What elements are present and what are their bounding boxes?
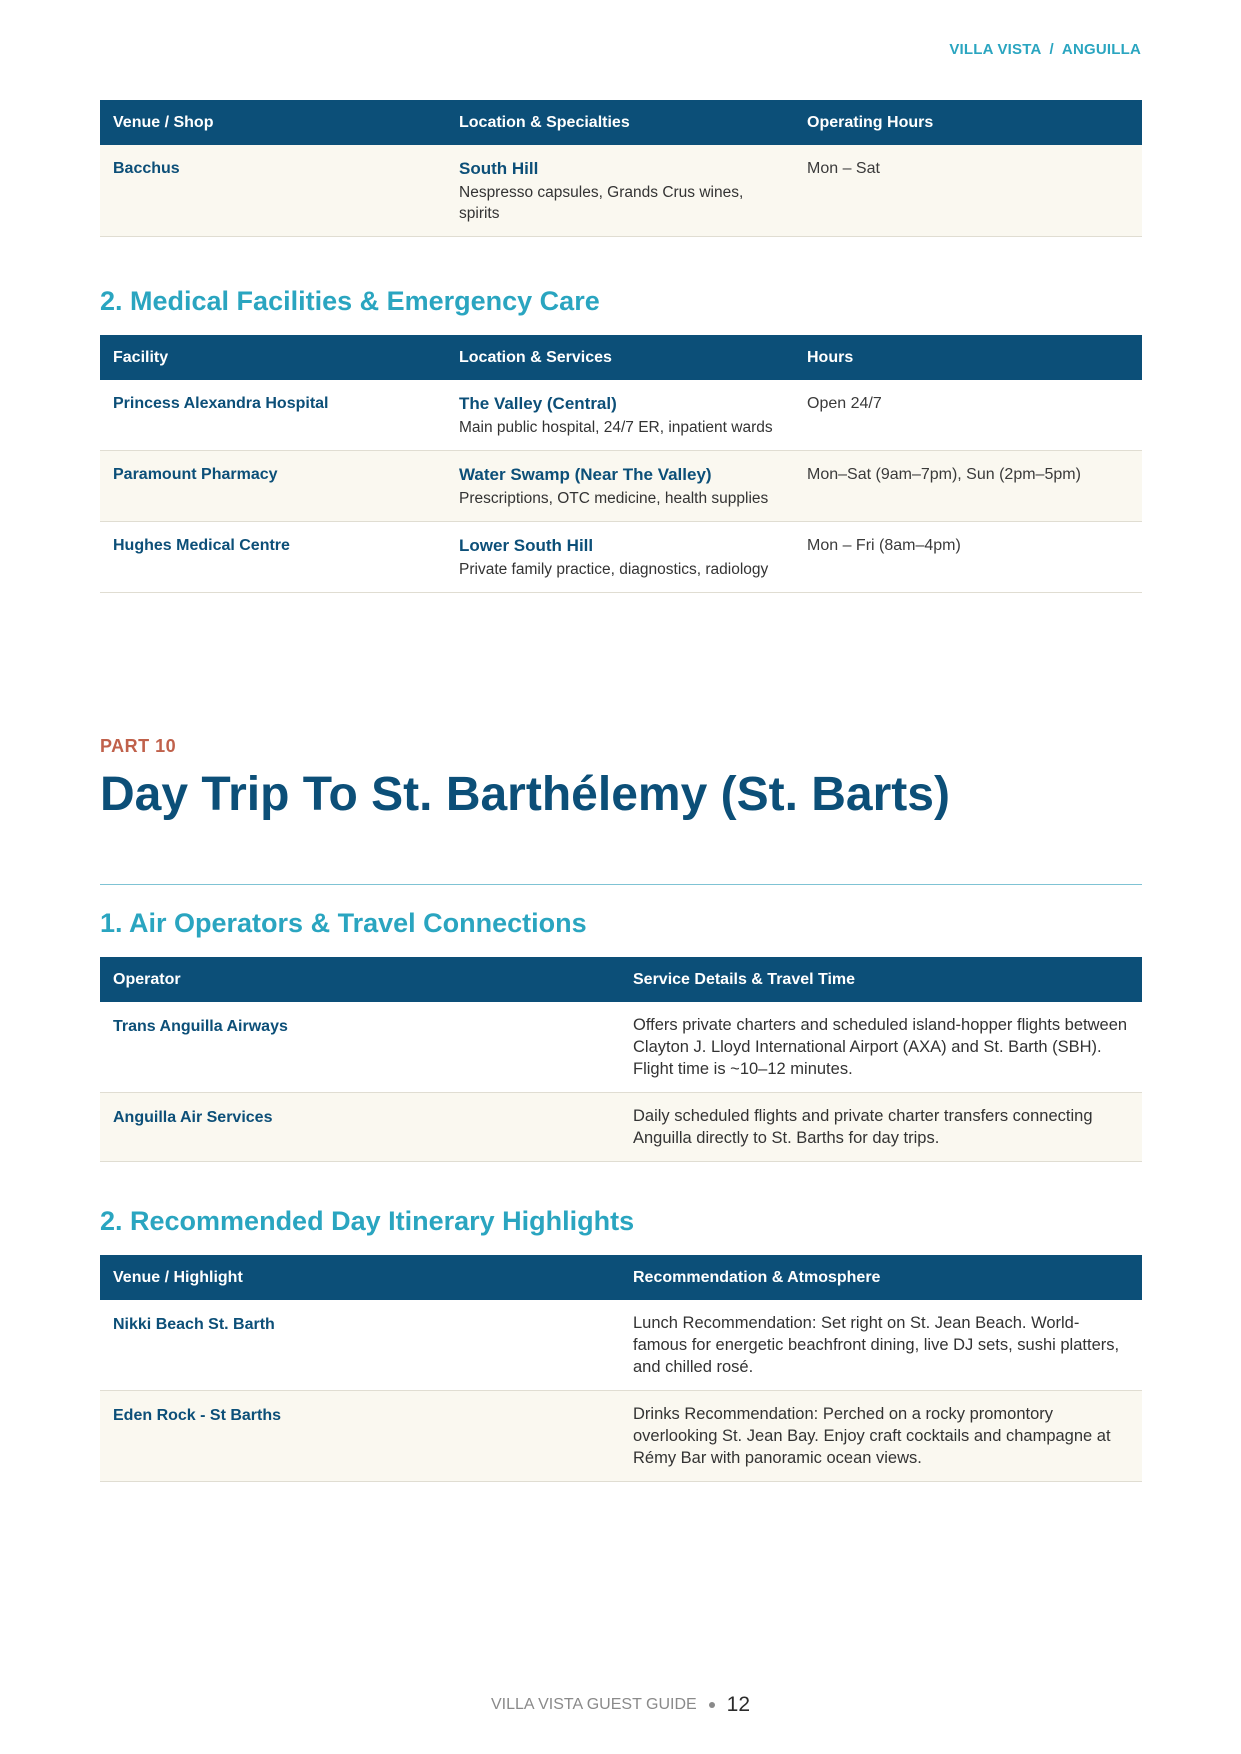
footer-bullet-icon: [709, 1702, 715, 1708]
part-label: PART 10: [100, 736, 177, 756]
location-details: Main public hospital, 24/7 ER, inpatient wards: [459, 419, 773, 436]
venue-name: Bacchus: [113, 160, 180, 177]
hours-value: Mon–Sat (9am–7pm), Sun (2pm–5pm): [807, 466, 1081, 483]
venue-name: Nikki Beach St. Barth: [113, 1316, 275, 1333]
air-operators-table: [100, 957, 1142, 1162]
medical-table: [100, 335, 1142, 593]
column-header: Service Details & Travel Time: [620, 957, 1142, 1002]
hours-value: Mon – Fri (8am–4pm): [807, 537, 961, 554]
location-details: Nespresso capsules, Grands Crus wines, spirits: [459, 184, 744, 222]
operator-name: Trans Anguilla Airways: [113, 1018, 288, 1035]
table-row: [100, 1391, 1142, 1482]
column-header: Hours: [794, 335, 1142, 380]
column-header: Venue / Highlight: [100, 1255, 620, 1300]
table-header-row: [100, 100, 1142, 145]
table-row: [100, 1300, 1142, 1391]
part-title: Day Trip To St. Barthélemy (St. Barts): [100, 768, 950, 821]
table-row: [100, 145, 1142, 237]
location-name: The Valley (Central): [459, 394, 617, 413]
service-details: Daily scheduled flights and private charter transfers connecting Anguilla directly to St. Barths for day trips.: [633, 1107, 1093, 1147]
recommendation-details: Lunch Recommendation: Set right on St. Jean Beach. World-famous for energetic beachfront dining, live DJ sets, sushi platters, and chilled rosé.: [633, 1314, 1120, 1376]
column-header: Venue / Shop: [100, 100, 446, 145]
table-header-row: [100, 957, 1142, 1002]
section-heading-itinerary: 2. Recommended Day Itinerary Highlights: [100, 1206, 635, 1236]
page-footer: [0, 1693, 1241, 1717]
page-number: 12: [726, 1693, 751, 1716]
location-name: South Hill: [459, 159, 539, 178]
location-details: Private family practice, diagnostics, radiology: [459, 561, 769, 578]
footer-label: VILLA VISTA GUEST GUIDE: [490, 1696, 697, 1713]
itinerary-table: [100, 1255, 1142, 1482]
location-details: Prescriptions, OTC medicine, health supplies: [459, 490, 769, 507]
venue-name: Eden Rock - St Barths: [113, 1407, 282, 1424]
section-heading-air: 1. Air Operators & Travel Connections: [100, 908, 587, 938]
table-header-row: [100, 335, 1142, 380]
hours-value: Mon – Sat: [807, 160, 880, 177]
running-header-separator: /: [1049, 41, 1054, 58]
table-row: [100, 1002, 1142, 1093]
service-details: Offers private charters and scheduled island-hopper flights between Clayton J. Lloyd International Airport (AXA) and St. Barth (SBH). Flight time is ~10–12 minutes.: [633, 1016, 1128, 1078]
table-header-row: [100, 1255, 1142, 1300]
operator-name: Anguilla Air Services: [113, 1109, 273, 1126]
recommendation-details: Drinks Recommendation: Perched on a rocky promontory overlooking St. Jean Bay. Enjoy craft cocktails and champagne at Rémy Bar with panoramic ocean views.: [633, 1405, 1111, 1467]
location-name: Water Swamp (Near The Valley): [459, 465, 712, 484]
table-row: [100, 451, 1142, 522]
table-row: [100, 522, 1142, 593]
column-header: Recommendation & Atmosphere: [620, 1255, 1142, 1300]
column-header: Location & Specialties: [446, 100, 794, 145]
facility-name: Princess Alexandra Hospital: [113, 395, 329, 412]
column-header: Operator: [100, 957, 620, 1002]
facility-name: Paramount Pharmacy: [113, 466, 278, 483]
running-header: [949, 41, 1141, 58]
section-heading-medical: 2. Medical Facilities & Emergency Care: [100, 286, 600, 316]
location-name: Lower South Hill: [459, 536, 594, 555]
running-header-left: VILLA VISTA: [949, 41, 1042, 58]
column-header: Facility: [100, 335, 446, 380]
facility-name: Hughes Medical Centre: [113, 537, 290, 554]
table-row: [100, 1093, 1142, 1162]
section-divider: [100, 884, 1142, 885]
shops-table: [100, 100, 1142, 237]
column-header: Location & Services: [446, 335, 794, 380]
column-header: Operating Hours: [794, 100, 1142, 145]
hours-value: Open 24/7: [807, 395, 882, 412]
running-header-right: ANGUILLA: [1061, 41, 1141, 58]
table-row: [100, 380, 1142, 451]
